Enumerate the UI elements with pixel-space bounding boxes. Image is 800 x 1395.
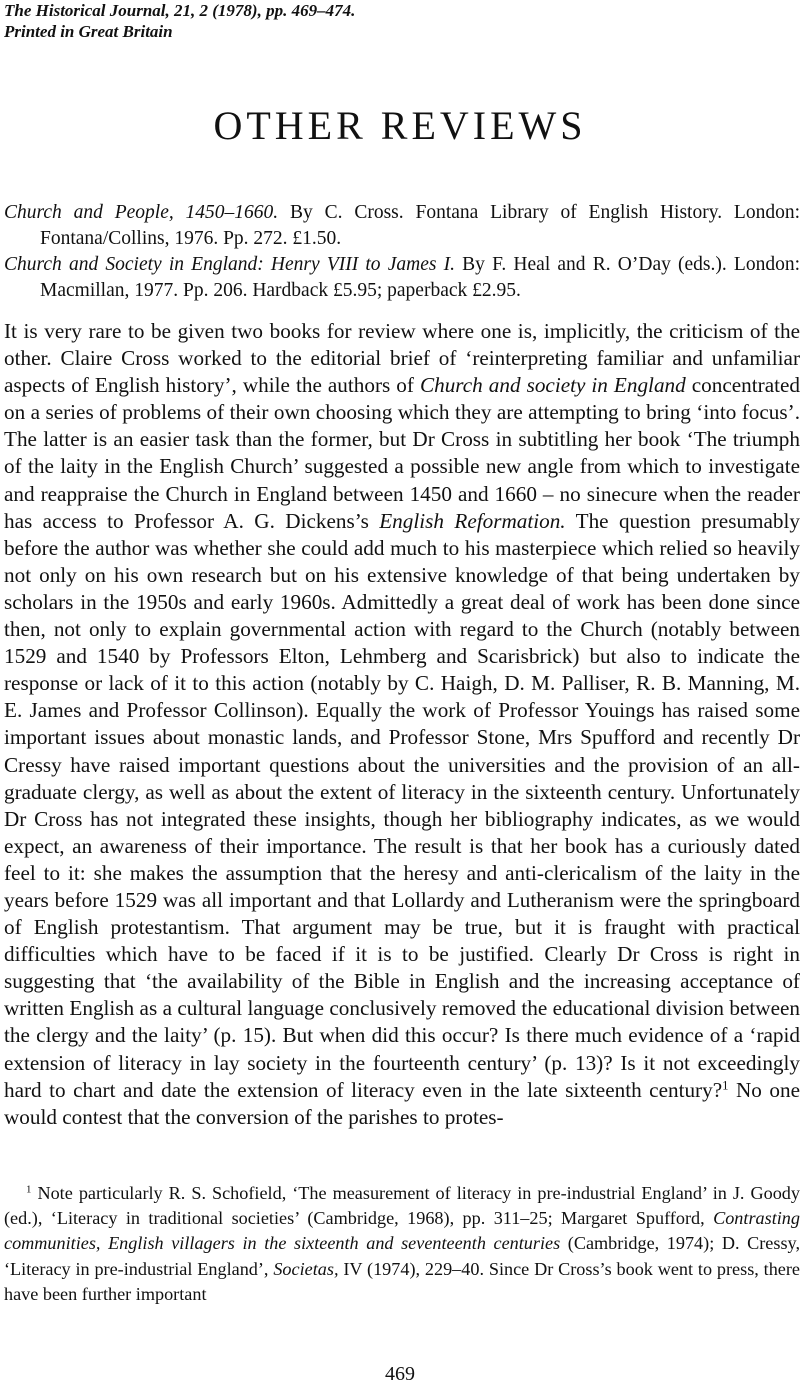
body-text-segment: The question presumably before the author was whether she could add much to his masterpiece which relied so heavily not only on his own research but on his extensive knowledge of that being undertaken by scholars in the 1950s and early 1960s. Admittedly a great deal of work has been done since then, not only to explain governmental action with regard to the Church (notably between 1529 and 1540 by Professors Elton, Lehmberg and Scarisbrick) but also to indicate the response or lack of it to this action (notably by C. Haigh, D. M. Palliser, R. B. Manning, M. E. James and Professor Collinson). Equally the work of Professor Youings has raised some important issues about monastic lands, and Professor Stone, Mrs Spufford and recently Dr Cressy have raised important questions about the universities and the provision of an all-graduate clergy, as well as about the extent of literacy in the sixteenth century. Unfortunately Dr Cross has not integrated these insights, though her bibliography indicates, as we would expect, an awareness of their importance. The result is that her book has a curiously dated feel to it: she makes the assumption that the heresy and anti-clericalism of the laity in the years before 1529 was all important and that Lollardy and Lutheranism were the springboard of English protestantism. That argument may be true, but it is fraught with practical difficulties which have to be faced if it is to be justified. Clearly Dr Cross is right in suggesting that ‘the availability of the Bible in English and the increasing acceptance of written English as a cultural language conclusively removed the educational division between the clergy and the laity’ (p. 15). But when did this occur? Is there much evidence of a ‘rapid extension of literacy in lay society in the fourteenth century’ (p. 13)? Is it not exceedingly hard to chart and date the extension of literacy even in the late sixteenth century? [4,508,800,1102]
book-title: Church and People, 1450–1660. [4,202,279,223]
footnote [4,1181,800,1307]
page-number: 469 [385,1363,415,1385]
footnote-italic-title: Societas, [273,1258,339,1279]
body-text-segment: No one would contest that the conversion of the parishes to protes- [4,1077,800,1129]
footnote-text: Note particularly R. S. Schofield, ‘The measurement of literacy in pre-industrial England’ in J. Goody (ed.), ‘Literacy in traditional societies’ (Cambridge, 1968), pp. 311–25; Margaret Spufford, [4,1183,800,1229]
body-text-segment: It is very rare to be given two books for review where one is, implicitly, the criticism of the other. Claire Cross worked to the editorial brief of ‘reinterpreting familiar and unfamiliar aspects of English history’, while the authors of [4,319,800,398]
book-details: By C. Cross. Fontana Library of English History. London: Fontana/Collins, 1976. Pp. 272. £1.50. [40,202,800,249]
footnote-italic-title: Contrasting communities, English villagers in the sixteenth and seventeenth centuries [4,1208,800,1254]
running-head [4,0,704,42]
body-text-segment: concentrated on a series of problems of their own choosing which they are attempting to bring ‘into focus’. The latter is an easier task than the former, but Dr Cross in subtitling her book ‘The triumph of the laity in the English Church’ suggested a possible new angle from which to investigate and reappraise the Church in England between 1450 and 1660 – no sinecure when the reader has access to Professor A. G. Dickens’s [4,373,800,533]
book-references [4,200,800,304]
section-title: OTHER REVIEWS [213,103,587,148]
footnote-reference[interactable]: 1 [722,1078,729,1092]
footnote-text: (Cambridge, 1974); D. Cressy, ‘Literacy in pre-industrial England’, [4,1233,800,1279]
book-reference [4,252,800,304]
body-italic-title: Church and society in England [419,373,686,398]
footnote-marker: 1 [26,1183,32,1196]
journal-citation: The Historical Journal, 21, 2 (1978), pp. 469–474. [4,1,356,20]
book-reference [4,200,800,252]
printed-in: Printed in Great Britain [4,22,173,41]
review-body [4,318,800,1131]
body-italic-title: English Reformation. [379,508,566,533]
book-details: By F. Heal and R. O’Day (eds.). London: Macmillan, 1977. Pp. 206. Hardback £5.95; paperback £2.95. [40,254,800,301]
book-title: Church and Society in England: Henry VIII to James I. [4,254,455,275]
footnote-text: IV (1974), 229–40. Since Dr Cross’s book went to press, there have been further important [4,1258,800,1304]
